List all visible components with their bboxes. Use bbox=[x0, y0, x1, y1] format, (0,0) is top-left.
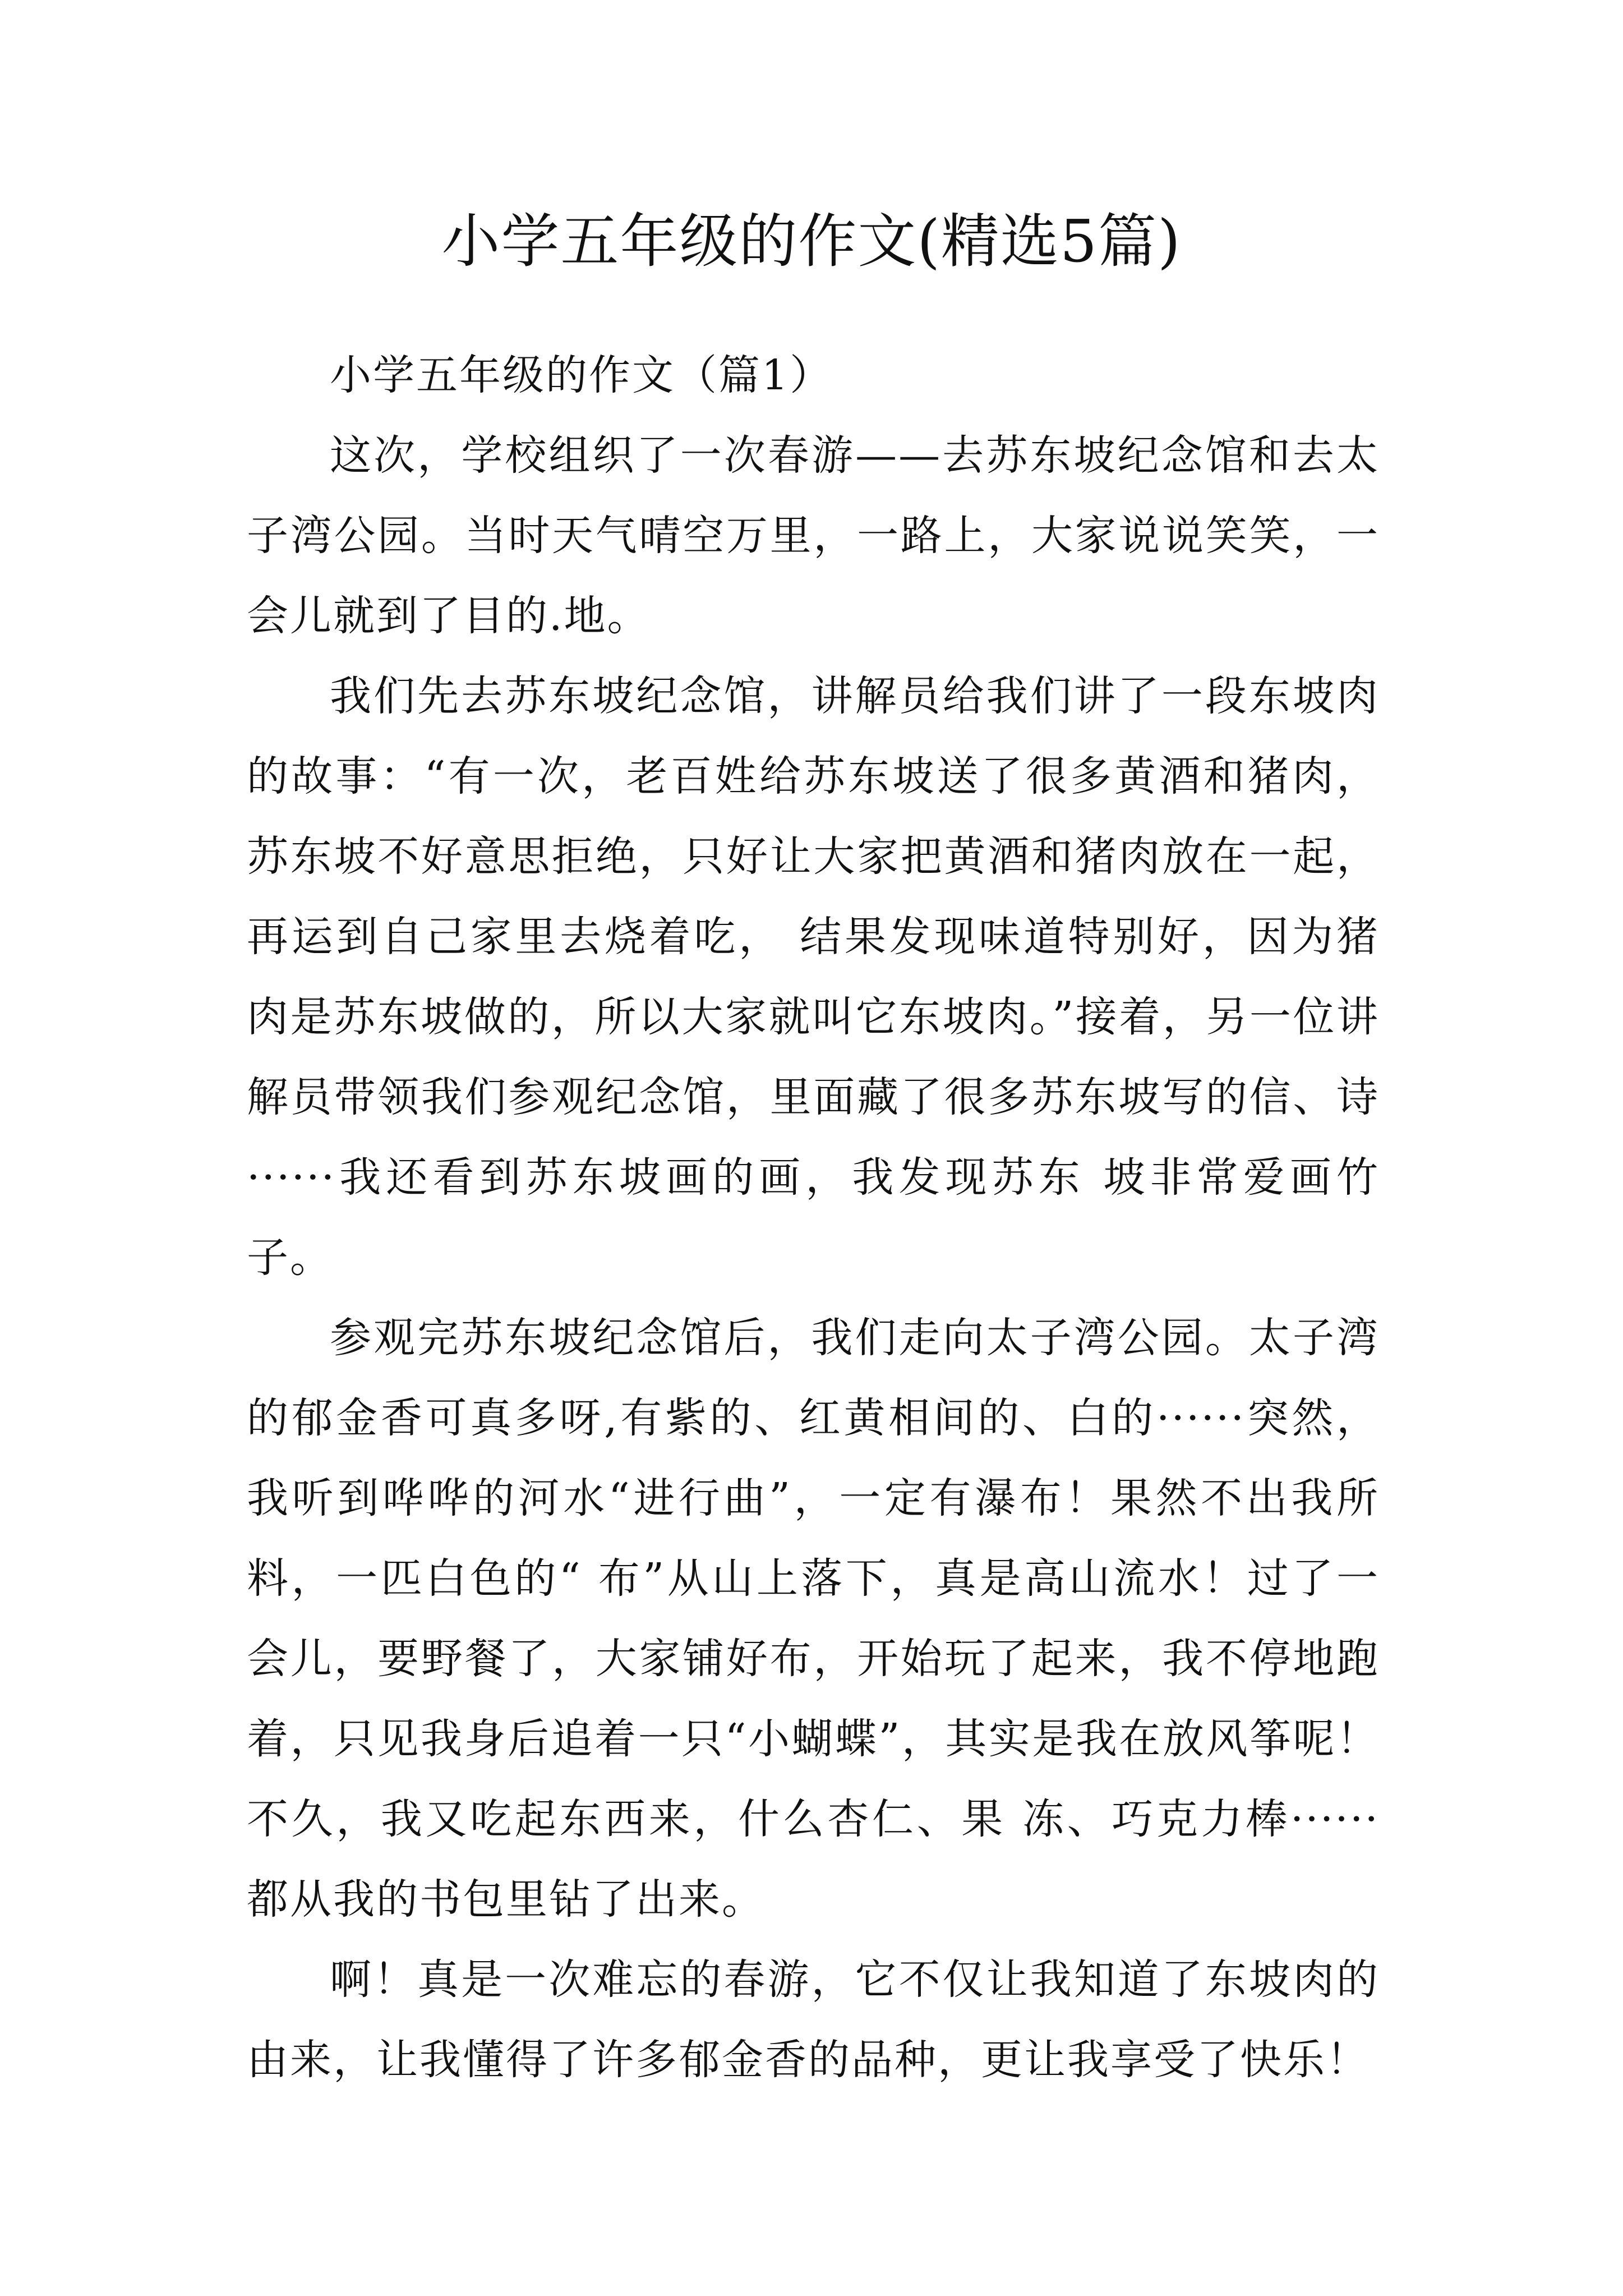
section-heading: 小学五年级的作文（篇1） bbox=[330, 351, 833, 399]
paragraph: 这次，学校组织了一次春游——去苏东坡纪念馆和去太子湾公园。当时天气晴空万里，一路上，大家说说笑笑，一会儿就到了目的.地。 bbox=[247, 431, 1380, 640]
document-body bbox=[247, 335, 1380, 2100]
paragraph: 我们先去苏东坡纪念馆，讲解员给我们讲了一段东坡肉的故事：“有一次，老百姓给苏东坡送了很多黄酒和猪肉，苏东坡不好意思拒绝，只好让大家把黄酒和猪肉放在一起，再运到自己家里去烧着吃， 结果发现味道特别好，因为猪肉是苏东坡做的，所以大家就叫它东坡肉。”接着，另一位讲解员带领我们参观纪念馆，里面藏了很多苏东坡写的信、诗······我还看到苏东坡画的画，我发现苏东 坡非常爱画竹子。 bbox=[247, 672, 1380, 1282]
paragraph: 啊！真是一次难忘的春游，它不仅让我知道了东坡肉的由来，让我懂得了许多郁金香的品种，更让我享受了快乐！ bbox=[247, 1955, 1380, 2084]
document-title: 小学五年级的作文(精选5篇) bbox=[441, 207, 1182, 275]
paragraph: 参观完苏东坡纪念馆后，我们走向太子湾公园。太子湾的郁金香可真多呀,有紫的、红黄相间的、白的······突然，我听到哗哗的河水“进行曲”，一定有瀑布！果然不出我所料，一匹白色的“ 布”从山上落下，真是高山流水！过了一会儿，要野餐了，大家铺好布，开始玩了起来，我不停地跑着，只见我身后追着一只“小蝴蝶”，其实是我在放风筝呢！不久，我又吃起东西来，什么杏仁、果 冻、巧克力棒······都从我的书包里钻了出来。 bbox=[247, 1314, 1380, 1924]
